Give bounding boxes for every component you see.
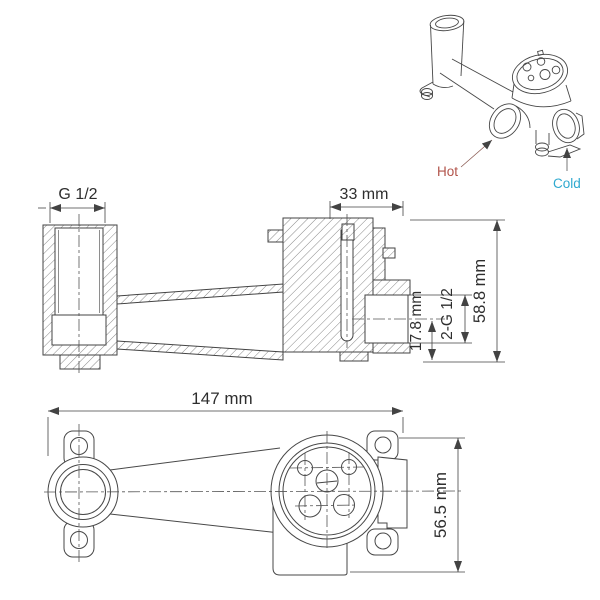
cold-port bbox=[548, 106, 584, 146]
plan-view bbox=[0, 385, 520, 600]
cold-label: Cold bbox=[553, 176, 581, 191]
dim-body-depth-label: 56.5 mm bbox=[431, 471, 450, 539]
vertical-pipe bbox=[429, 13, 465, 87]
pipe-section bbox=[117, 284, 283, 360]
isometric-product-view bbox=[398, 0, 600, 200]
pipe-outline bbox=[110, 448, 280, 533]
hot-label: Hot bbox=[437, 164, 459, 179]
dim-outlet-threads-label: 2-G 1/2 bbox=[439, 288, 456, 340]
dim-body-width-label: 33 mm bbox=[339, 186, 389, 203]
set-screw bbox=[342, 224, 354, 240]
dim-outlet-offset bbox=[408, 291, 432, 360]
dim-outlet-offset-label: 17.8 mm bbox=[408, 290, 425, 352]
cross-section-view bbox=[0, 180, 520, 385]
cartridge-cap bbox=[508, 49, 572, 107]
dim-body-height-label: 58.8 mm bbox=[471, 258, 489, 324]
dim-body-width bbox=[330, 186, 403, 219]
inlet-port-section bbox=[43, 214, 117, 374]
mounting-lug bbox=[420, 82, 433, 100]
valve-body-isometric-drawing bbox=[420, 13, 584, 157]
bottom-bracket bbox=[536, 130, 581, 157]
hot-port bbox=[483, 98, 530, 144]
hot-leader-line bbox=[461, 140, 492, 167]
dim-inlet-thread-label: G 1/2 bbox=[58, 186, 98, 203]
dim-inlet-thread bbox=[38, 186, 105, 223]
dim-overall-length-label: 147 mm bbox=[191, 389, 253, 408]
diagonal-pipe bbox=[440, 59, 513, 109]
